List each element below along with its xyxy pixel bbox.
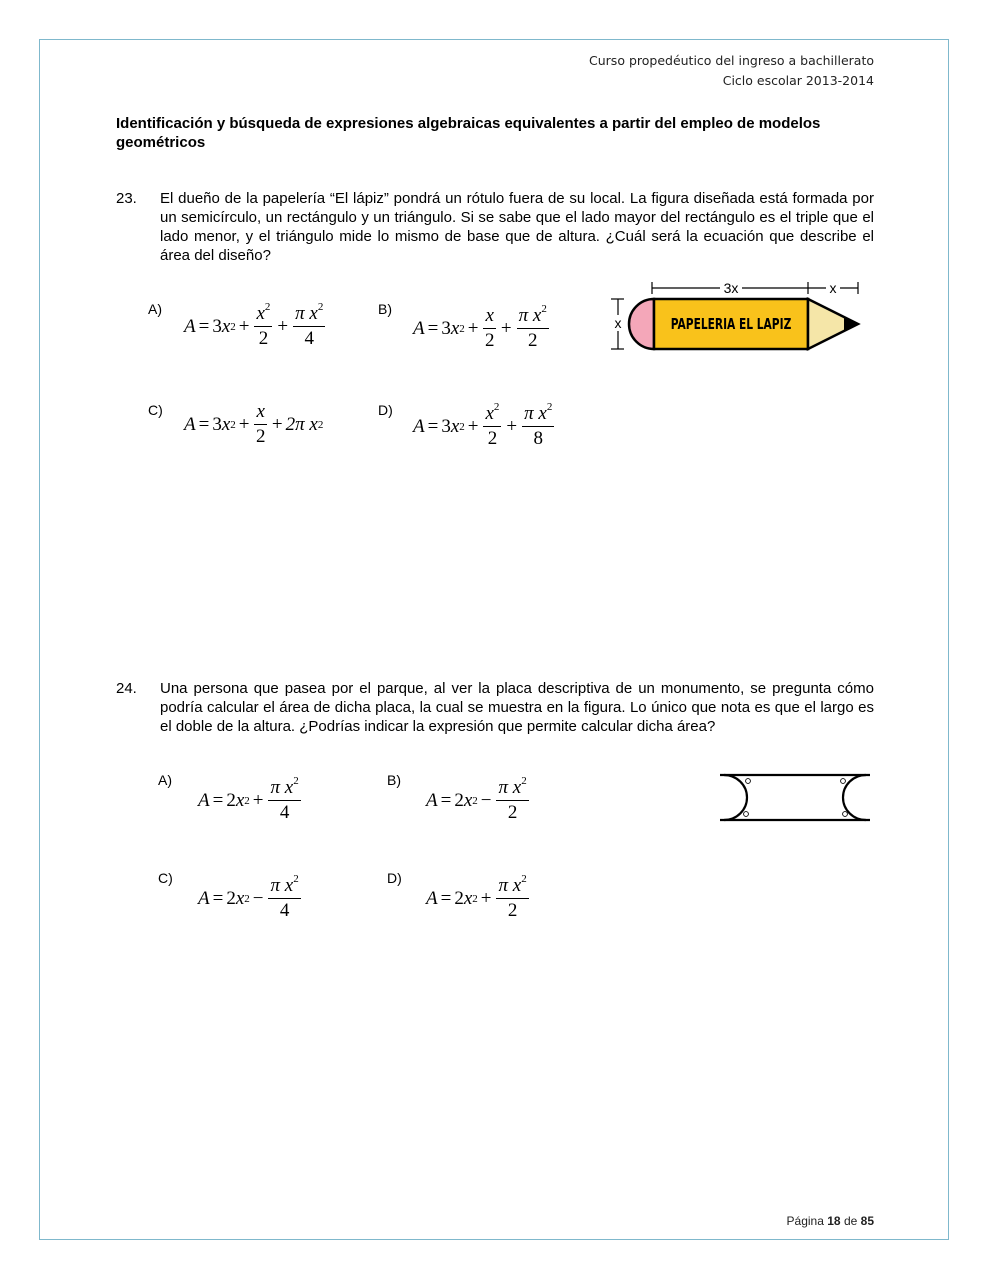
svg-text:3x: 3x bbox=[723, 280, 739, 296]
dimension-3x bbox=[652, 280, 808, 296]
header-cycle: Ciclo escolar 2013-2014 bbox=[722, 73, 874, 88]
option-d-label: D) bbox=[387, 870, 402, 886]
option-c-label: C) bbox=[148, 402, 163, 418]
sign-text: PAPELERIA EL LAPIZ bbox=[670, 316, 792, 334]
option-c-formula: A = 3 x 2 + $\frac{x}{2}$ + 2π x 2 bbox=[184, 401, 324, 447]
section-title: Identificación y búsqueda de expresiones algebraicas equivalentes a partir del empleo de modelos geométricos bbox=[116, 115, 821, 151]
question-number: 23. bbox=[116, 190, 137, 207]
option-a-label: A) bbox=[158, 772, 172, 788]
svg-text:x: x bbox=[614, 315, 622, 331]
option-d-formula: A = 3 x 2 + $\frac{x^2}{2}$ + $\frac{\pi x^2}{8}$ bbox=[413, 401, 553, 449]
screw-icon bbox=[744, 812, 749, 817]
option-c-label: C) bbox=[158, 870, 173, 886]
svg-text:x: x bbox=[829, 280, 837, 296]
pencil-eraser-semicircle bbox=[629, 299, 654, 349]
page-footer: Página 18 de 85 bbox=[786, 1214, 874, 1228]
dimension-x-top bbox=[808, 280, 858, 296]
option-c-formula: A = 2 x 2 − $\frac{\pi x^2}{4}$ bbox=[198, 873, 299, 921]
pencil-sign-figure bbox=[606, 278, 866, 356]
option-b-formula: A = 3 x 2 + $\frac{x}{2}$ + $\frac{\pi x^2}{2}$ bbox=[413, 303, 547, 351]
header-course: Curso propedéutico del ingreso a bachillerato bbox=[589, 53, 874, 68]
question-number: 24. bbox=[116, 680, 137, 697]
option-d-label: D) bbox=[378, 402, 393, 418]
plaque-right-semicircle bbox=[843, 775, 866, 820]
option-a-label: A) bbox=[148, 301, 162, 317]
current-page: 18 bbox=[827, 1214, 841, 1228]
option-b-label: B) bbox=[387, 772, 401, 788]
option-b-label: B) bbox=[378, 301, 392, 317]
total-pages: 85 bbox=[860, 1214, 874, 1228]
screw-icon bbox=[841, 779, 846, 784]
dimension-x-side bbox=[611, 299, 624, 349]
plaque-figure bbox=[718, 772, 872, 824]
option-d-formula: A = 2 x 2 + $\frac{\pi x^2}{2}$ bbox=[426, 873, 527, 921]
question-text: Una persona que pasea por el parque, al ver la placa descriptiva de un monumento, se pregunta cómo podría calcular el área de dicha placa, la cual se muestra en la figura. Lo único que nota es que el largo es el doble de la altura. ¿Podrías indicar la expresión que permite calcular dicha área? bbox=[160, 680, 874, 735]
screw-icon bbox=[843, 812, 848, 817]
screw-icon bbox=[746, 779, 751, 784]
option-a-formula: A = 3 x 2 + $\frac{x^2}{2}$ + $\frac{\pi x^2}{4}$ bbox=[184, 301, 324, 349]
option-a-formula: A = 2 x 2 + $\frac{\pi x^2}{4}$ bbox=[198, 775, 299, 823]
question-text: El dueño de la papelería “El lápiz” pondrá un rótulo fuera de su local. La figura diseñada está formada por un semicírculo, un rectángulo y un triángulo. Si se sabe que el lado mayor del rectángulo es el triple que el lado menor, y el triángulo mide lo mismo de base que de altura. ¿Cuál será la ecuación que describe el área del diseño? bbox=[160, 190, 874, 264]
option-b-formula: A = 2 x 2 − $\frac{\pi x^2}{2}$ bbox=[426, 775, 527, 823]
